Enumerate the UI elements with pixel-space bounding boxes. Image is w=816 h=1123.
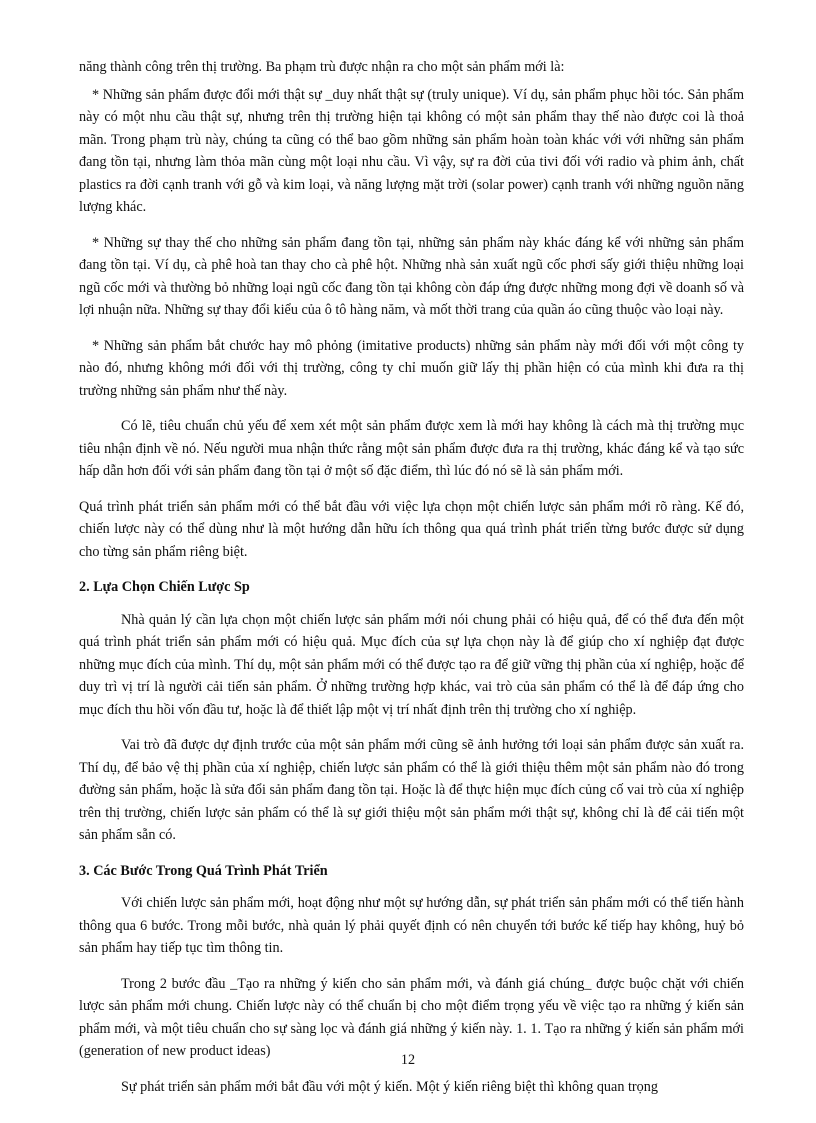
section-heading-strategy: 2. Lựa Chọn Chiến Lược Sp bbox=[79, 579, 250, 595]
paragraph-bullet-substitutes: * Những sự thay thế cho những sản phẩm đang tồn tại, những sản phẩm này khác đáng kể với những sản phẩm đang tồn tại. Ví dụ, cà phê hoà tan thay cho cà phê hột. Những nhà sản xuất ngũ cốc phơi sấy giới thiệu những loại ngũ cốc mới và thường bỏ những loại ngũ cốc đang tồn tại không còn đáp ứng được những mong đợi về doanh số và lợi nhuận nữa. Những sự thay đổi kiểu của ô tô hàng năm, và mốt thời trang của quần áo cũng thuộc vào loại này. bbox=[79, 234, 744, 318]
paragraph-strategy-2: Vai trò đã được dự định trước của một sản phẩm mới cũng sẽ ảnh hưởng tới loại sản phẩm được sản xuất ra. Thí dụ, để bảo vệ thị phần của xí nghiệp, chiến lược sản phẩm có thể là giới thiệu thêm một sản phẩm nào đó trong đường sản phẩm, hoặc là sửa đổi sản phẩm đang tồn tại. Hoặc là để thực hiện mục đích củng cố vai trò của xí nghiệp trên thị trường, chiến lược sản phẩm có thể là sự giới thiệu một sản phẩm mới thật sự, không chỉ là để cải tiến một sản phẩm sẵn có. bbox=[79, 737, 744, 843]
paragraph-steps-2: Trong 2 bước đầu _Tạo ra những ý kiến cho sản phẩm mới, và đánh giá chúng_ được buộc chặt với chiến lược sản phẩm mới chung. Chiến lược này có thể chuẩn bị cho một điểm trọng yếu về việc tạo ra những ý kiến sản phẩm mới, và một tiêu chuẩn cho sự sàng lọc và đánh giá những ý kiến này. 1. 1. Tạo ra những ý kiến sản phẩm mới (generation of new product ideas) bbox=[79, 975, 744, 1059]
paragraph-steps-3: Sự phát triển sản phẩm mới bắt đầu với một ý kiến. Một ý kiến riêng biệt thì không quan trọng bbox=[121, 1078, 658, 1095]
paragraph-bullet-truly-unique: * Những sản phẩm được đổi mới thật sự _duy nhất thật sự (truly unique). Ví dụ, sản phẩm phục hồi tóc. Sản phẩm này có một nhu cầu thật sự, nhưng trên thị trường hiện tại không có một sản phẩm thay thế nào được coi là thoả mãn. Trong phạm trù này, chúng ta cũng có thể bao gồm những sản phẩm hoàn toàn khác với với những sản phẩm đang tồn tại, nhưng làm thỏa mãn cùng một loại nhu cầu. Vì vậy, sự ra đời của tivi đối với radio và phim ảnh, chất plastics ra đời cạnh tranh với gỗ và kim loại, và năng lượng mặt trời (solar power) cạnh tranh với những nguồn năng lượng khác. bbox=[79, 86, 744, 215]
paragraph-process-start: Quá trình phát triển sản phẩm mới có thể bắt đầu với việc lựa chọn một chiến lược sản phẩm mới rõ ràng. Kế đó, chiến lược này có thể dùng như là một hướng dẫn hữu ích thông qua quá trình phát triển từng bước được sử dụng cho từng sản phẩm riêng biệt. bbox=[79, 498, 744, 560]
paragraph-bullet-imitative: * Những sản phẩm bắt chước hay mô phỏng (imitative products) những sản phẩm này mới đối với một công ty nào đó, nhưng không mới đối với thị trường, công ty chỉ muốn giữ lấy thị phần hiện có của mình khi đưa ra thị trường những sản phẩm như thế này. bbox=[79, 337, 744, 399]
paragraph-criterion: Có lẽ, tiêu chuẩn chủ yếu để xem xét một sản phẩm được xem là mới hay không là cách mà thị trường mục tiêu nhận định về nó. Nếu người mua nhận thức rằng một sản phẩm được đưa ra thị trường, khác đáng kể và tạo sức hấp dẫn hơn đối với sản phẩm đang tồn tại ở một số đặc điểm, thì lúc đó nó sẽ là sản phẩm mới. bbox=[79, 418, 744, 479]
section-heading-steps: 3. Các Bước Trong Quá Trình Phát Triển bbox=[79, 862, 328, 879]
paragraph-steps-1: Với chiến lược sản phẩm mới, hoạt động như một sự hướng dẫn, sự phát triển sản phẩm mới có thể tiến hành thông qua 6 bước. Trong mỗi bước, nhà quản lý phải quyết định có nên chuyển tới bước kế tiếp hay không, huỷ bỏ sản phẩm hay tiếp tục tìm thông tin. bbox=[79, 895, 744, 956]
paragraph-intro: năng thành công trên thị trường. Ba phạm trù được nhận ra cho một sản phẩm mới là: bbox=[79, 59, 565, 75]
paragraph-strategy-1: Nhà quản lý cần lựa chọn một chiến lược sản phẩm mới nói chung phải có hiệu quả, để có thể đưa đến một quá trình phát triển sản phẩm mới có hiệu quả. Mục đích của sự lựa chọn này là để giúp cho xí nghiệp đạt được những mục đích của mình. Thí dụ, một sản phẩm mới có thể được tạo ra để giữ vững thị phần của xí nghiệp, hoặc để duy trì vị trí là người cải tiến sản phẩm. Ở những trường hợp khác, vai trò của sản phẩm có thể là để đáp ứng cho mục đích thu hồi vốn đầu tư, hoặc là để thiết lập một vị trí nhất định trên thị trường cho xí nghiệp. bbox=[79, 611, 744, 718]
page-number: 12 bbox=[400, 1052, 416, 1068]
